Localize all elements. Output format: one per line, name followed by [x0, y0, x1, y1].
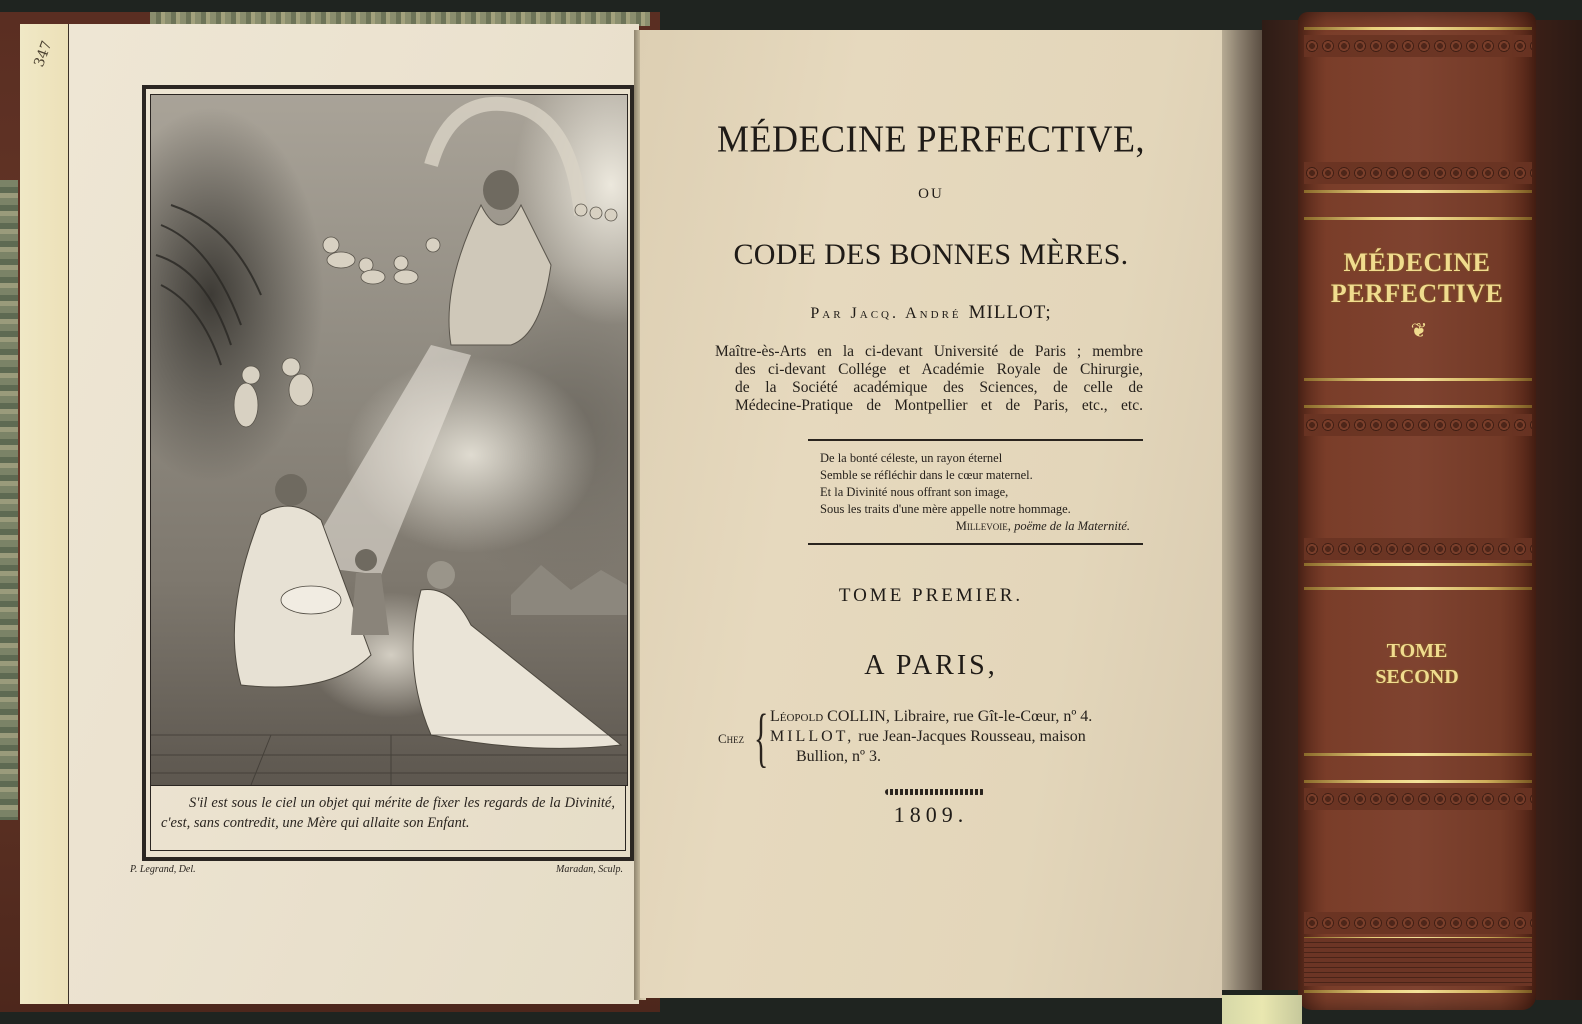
engraving-image [150, 94, 628, 786]
engraver-credit: Maradan, Sculp. [556, 864, 623, 875]
gilt-line [1304, 587, 1532, 590]
publisher-block [718, 701, 1158, 779]
spine-title [1298, 247, 1536, 309]
tooled-band [1304, 538, 1532, 560]
marbled-paper-left [0, 180, 18, 820]
epigraph-line: Et la Divinité nous offrant son image, [820, 485, 1009, 499]
spine-title-line-1: MÉDECINE [1343, 248, 1491, 277]
attribution-author: Millevoie, [955, 519, 1011, 533]
book-title: MÉDECINE PERFECTIVE, [717, 118, 1145, 160]
epigraph-rule-top [808, 439, 1143, 441]
publisher-chez: Chez [718, 731, 745, 746]
ornamental-rule [885, 789, 985, 795]
publisher-line-1 [770, 707, 1146, 727]
epigraph-line: De la bonté céleste, un rayon éternel [820, 451, 1003, 465]
author-line [640, 302, 1222, 324]
spine-volume-line-2: SECOND [1375, 666, 1459, 688]
background-surface [1222, 995, 1302, 1024]
flyleaf [20, 24, 73, 1004]
spine-volume [1298, 638, 1536, 690]
tooled-band [1304, 788, 1532, 810]
publisher-line-3: Bullion, nº 3. [796, 748, 881, 765]
epigraph-line: Semble se réfléchir dans le cœur maternel. [820, 468, 1033, 482]
book-subtitle: CODE DES BONNES MÈRES. [733, 238, 1129, 271]
publisher-first-name: Léopold [770, 708, 824, 725]
publication-year: 1809. [893, 802, 969, 827]
credentials-line: Médecine-Pratique de Montpellier et de Paris, etc., etc. [735, 397, 1143, 414]
imprint-city: A PARIS, [864, 650, 998, 681]
text-block-edge [1222, 30, 1262, 990]
spine-volume-line-1: TOME [1386, 640, 1448, 662]
gilt-line [1304, 27, 1532, 30]
publisher-lines [770, 707, 1146, 767]
gilt-line [1304, 780, 1532, 783]
epigraph-rule-bottom [808, 543, 1143, 545]
flyleaf-handwritten-number: 347 [31, 38, 56, 70]
draftsman-credit: P. Legrand, Del. [130, 864, 196, 875]
publisher-line-1-text: COLLIN, Libraire, rue Gît-le-Cœur, nº 4. [823, 708, 1093, 725]
tooled-band [1304, 35, 1532, 57]
tooled-band [1304, 414, 1532, 436]
spine-tail-bands [1304, 938, 1532, 986]
epigraph-line: Sous les traits d'une mère appelle notre hommage. [820, 502, 1071, 516]
author-name: MILLOT; [968, 302, 1052, 323]
credentials-line: Maître-ès-Arts en la ci-devant Université de Paris ; membre [715, 343, 1143, 360]
spine-right-edge [1536, 20, 1582, 1000]
gilt-line [1304, 378, 1532, 381]
publisher-name-millot: MILLOT, [770, 728, 855, 745]
engraving-caption: S'il est sous le ciel un objet qui mérite de fixer les regards de la Divinité, c'est, sans contredit, une Mère qui allaite son Enfant. [150, 785, 626, 851]
epigraph-attribution [820, 518, 1140, 535]
publisher-line-2-text: rue Jean-Jacques Rousseau, maison [854, 728, 1086, 745]
author-prefix: Par Jacq. André [810, 305, 962, 322]
fleuron-ornament-icon: ❦ [1410, 320, 1428, 342]
tooled-band [1304, 162, 1532, 184]
volume-label: TOME PREMIER. [838, 585, 1024, 606]
gilt-line [1304, 990, 1532, 993]
gilt-line [1304, 405, 1532, 408]
spine-shadow [1262, 20, 1302, 990]
gilt-line [1304, 563, 1532, 566]
gilt-line [1304, 190, 1532, 193]
author-credentials [715, 343, 1143, 415]
tooled-band [1304, 912, 1532, 934]
gilt-line [1304, 753, 1532, 756]
spine-title-line-2: PERFECTIVE [1330, 279, 1504, 308]
gilt-line [1304, 217, 1532, 220]
engraving-illustration-icon [151, 95, 627, 785]
attribution-work: poëme de la Maternité. [1014, 519, 1130, 533]
credentials-line: des ci-devant Collége et Académie Royale de Chirurgie, [735, 361, 1143, 378]
epigraph [820, 450, 1140, 535]
credentials-line: de la Société académique des Sciences, de celle de [735, 379, 1143, 396]
brace-icon: { [754, 701, 769, 774]
title-conjunction: OU [918, 186, 944, 202]
publisher-line-2 [770, 727, 1146, 747]
